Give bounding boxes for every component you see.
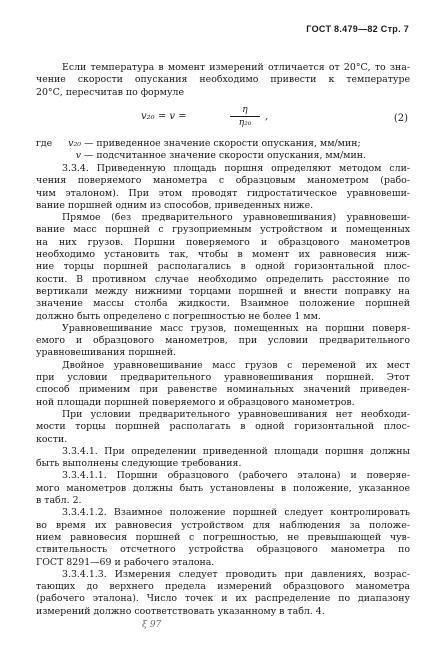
text-line: 3.3.4. Приведенную площадь поршня определяют методом сли- — [62, 163, 410, 174]
text-line: чения поверяемого манометра с образцовым манометром (рабо- — [36, 175, 410, 187]
intro-line: 20°С, пересчитав по формуле — [36, 86, 184, 98]
text-line: Уравновешивание масс грузов, помещенных на поршни поверя- — [62, 322, 410, 334]
formula-number: (2) — [393, 113, 408, 124]
text-line: способ применим при равенстве номинальных значений приведен- — [36, 384, 410, 396]
legend-prefix: где — [36, 138, 53, 149]
text-line: во время их равновесия устройством для наблюдения за положе- — [36, 519, 410, 531]
formula-fraction — [230, 105, 260, 128]
formula-denominator: η₂₀ — [238, 118, 252, 128]
legend-symbol: v — [75, 150, 81, 162]
text-line: мости торцы поршней располагать в одной горизонтальной плос- — [36, 421, 410, 433]
intro-line: чение скорости опускания необходимо привести к температуре — [36, 74, 410, 86]
text-line: Двойное уравновешивание масс грузов с переменой их мест — [62, 359, 410, 371]
legend-text: — приведенное значение скорости опускания, мм/мин; — [84, 138, 361, 149]
text-line: ГОСТ 8291—69 и рабочего эталона. — [36, 556, 215, 568]
text-line: быть выполнены следующие требования. — [36, 458, 242, 470]
text-line: вертикали между нижними торцами поршней и внести поправку на — [36, 285, 410, 297]
text-line: 3.3.4.1.1. Поршни образцового (рабочего эталона) и поверяе- — [62, 470, 410, 482]
text-line: ной площади поршней поверяемого и образцового манометров. — [36, 396, 355, 408]
legend-row — [36, 150, 410, 162]
page-header: ГОСТ 8.479—82 Стр. 7 — [306, 24, 409, 34]
text-line: кости. В противном случае необходимо определить расстояние по — [36, 273, 410, 285]
legend-symbol: v₂₀ — [68, 138, 81, 149]
text-line: ние торцы поршней располагались в одной горизонтальной плос- — [36, 261, 410, 273]
handwritten-mark: ξ 97 — [142, 620, 162, 630]
text-line: измерений должно соответствовать указанному в табл. 4. — [36, 605, 325, 617]
text-line: значение массы столба жидкости. Взаимное положение поршней — [36, 298, 410, 310]
text-line: (рабочего эталона). Число точек и их распределение по диапазону — [36, 593, 410, 605]
text-line: нием равновесия поршней с погрешностью, не превышающей чув- — [36, 531, 410, 543]
legend-row — [36, 138, 410, 150]
text-line: мого манометров должны быть установлены в положение, указанное — [36, 482, 410, 494]
text-line: 3.3.4.1. При определении приведенной площади поршня должны — [62, 445, 410, 457]
formula-legend — [36, 138, 410, 163]
text-line: чим эталоном). При этом проводят гидростатическое уравновеши- — [36, 187, 410, 199]
text-line: вание поршней одним из способов, приведенных ниже. — [36, 199, 314, 211]
text-line: емого и образцового манометров, при условии предварительного — [36, 335, 410, 347]
text-line: тающих до верхнего предела измерений образцового манометра — [36, 581, 410, 593]
text-line: на них грузов. Поршни поверяемого и образцового манометров — [36, 236, 410, 248]
formula-tail: , — [265, 111, 269, 122]
legend-text: — подсчитанное значение скорости опускания, мм/мин. — [84, 150, 366, 162]
text-line: при условии предварительного уравновешивания поршней. Этот — [36, 372, 410, 384]
text-line: необходимо установить так, чтобы в момент их равновесия ниж- — [36, 249, 410, 261]
body-text — [36, 163, 410, 618]
formula-lhs: v₂₀ = v = — [141, 111, 187, 122]
text-line: уравновешивания поршней. — [36, 347, 176, 359]
text-line: должно быть определено с погрешностью не более 1 мм. — [36, 310, 321, 322]
text-line: 3.3.4.1.3. Измерения следует проводить при давлениях, возрас- — [62, 568, 410, 580]
formula-body — [141, 105, 269, 128]
text-line: в табл. 2. — [36, 495, 82, 507]
text-line: вание масс поршней с грузоприемным устройством и помещенных — [36, 224, 410, 236]
formula-numerator: η — [242, 105, 248, 115]
text-line: ствительность отсчетного устройства образцового манометра по — [36, 544, 410, 556]
text-line: Прямое (без предварительного уравновешивания) уравновеши- — [62, 212, 410, 224]
text-line: При условии предварительного уравновешивания нет необходи- — [62, 408, 410, 420]
formula-2 — [0, 106, 427, 136]
intro-paragraph — [36, 62, 410, 99]
fraction-bar — [230, 116, 260, 117]
text-line: кости. — [36, 433, 68, 445]
text-line: 3.3.4.1.2. Взаимное положение поршней следует контролировать — [62, 507, 410, 519]
intro-line: Если температура в момент измерений отличается от 20°С, то зна- — [62, 62, 410, 73]
